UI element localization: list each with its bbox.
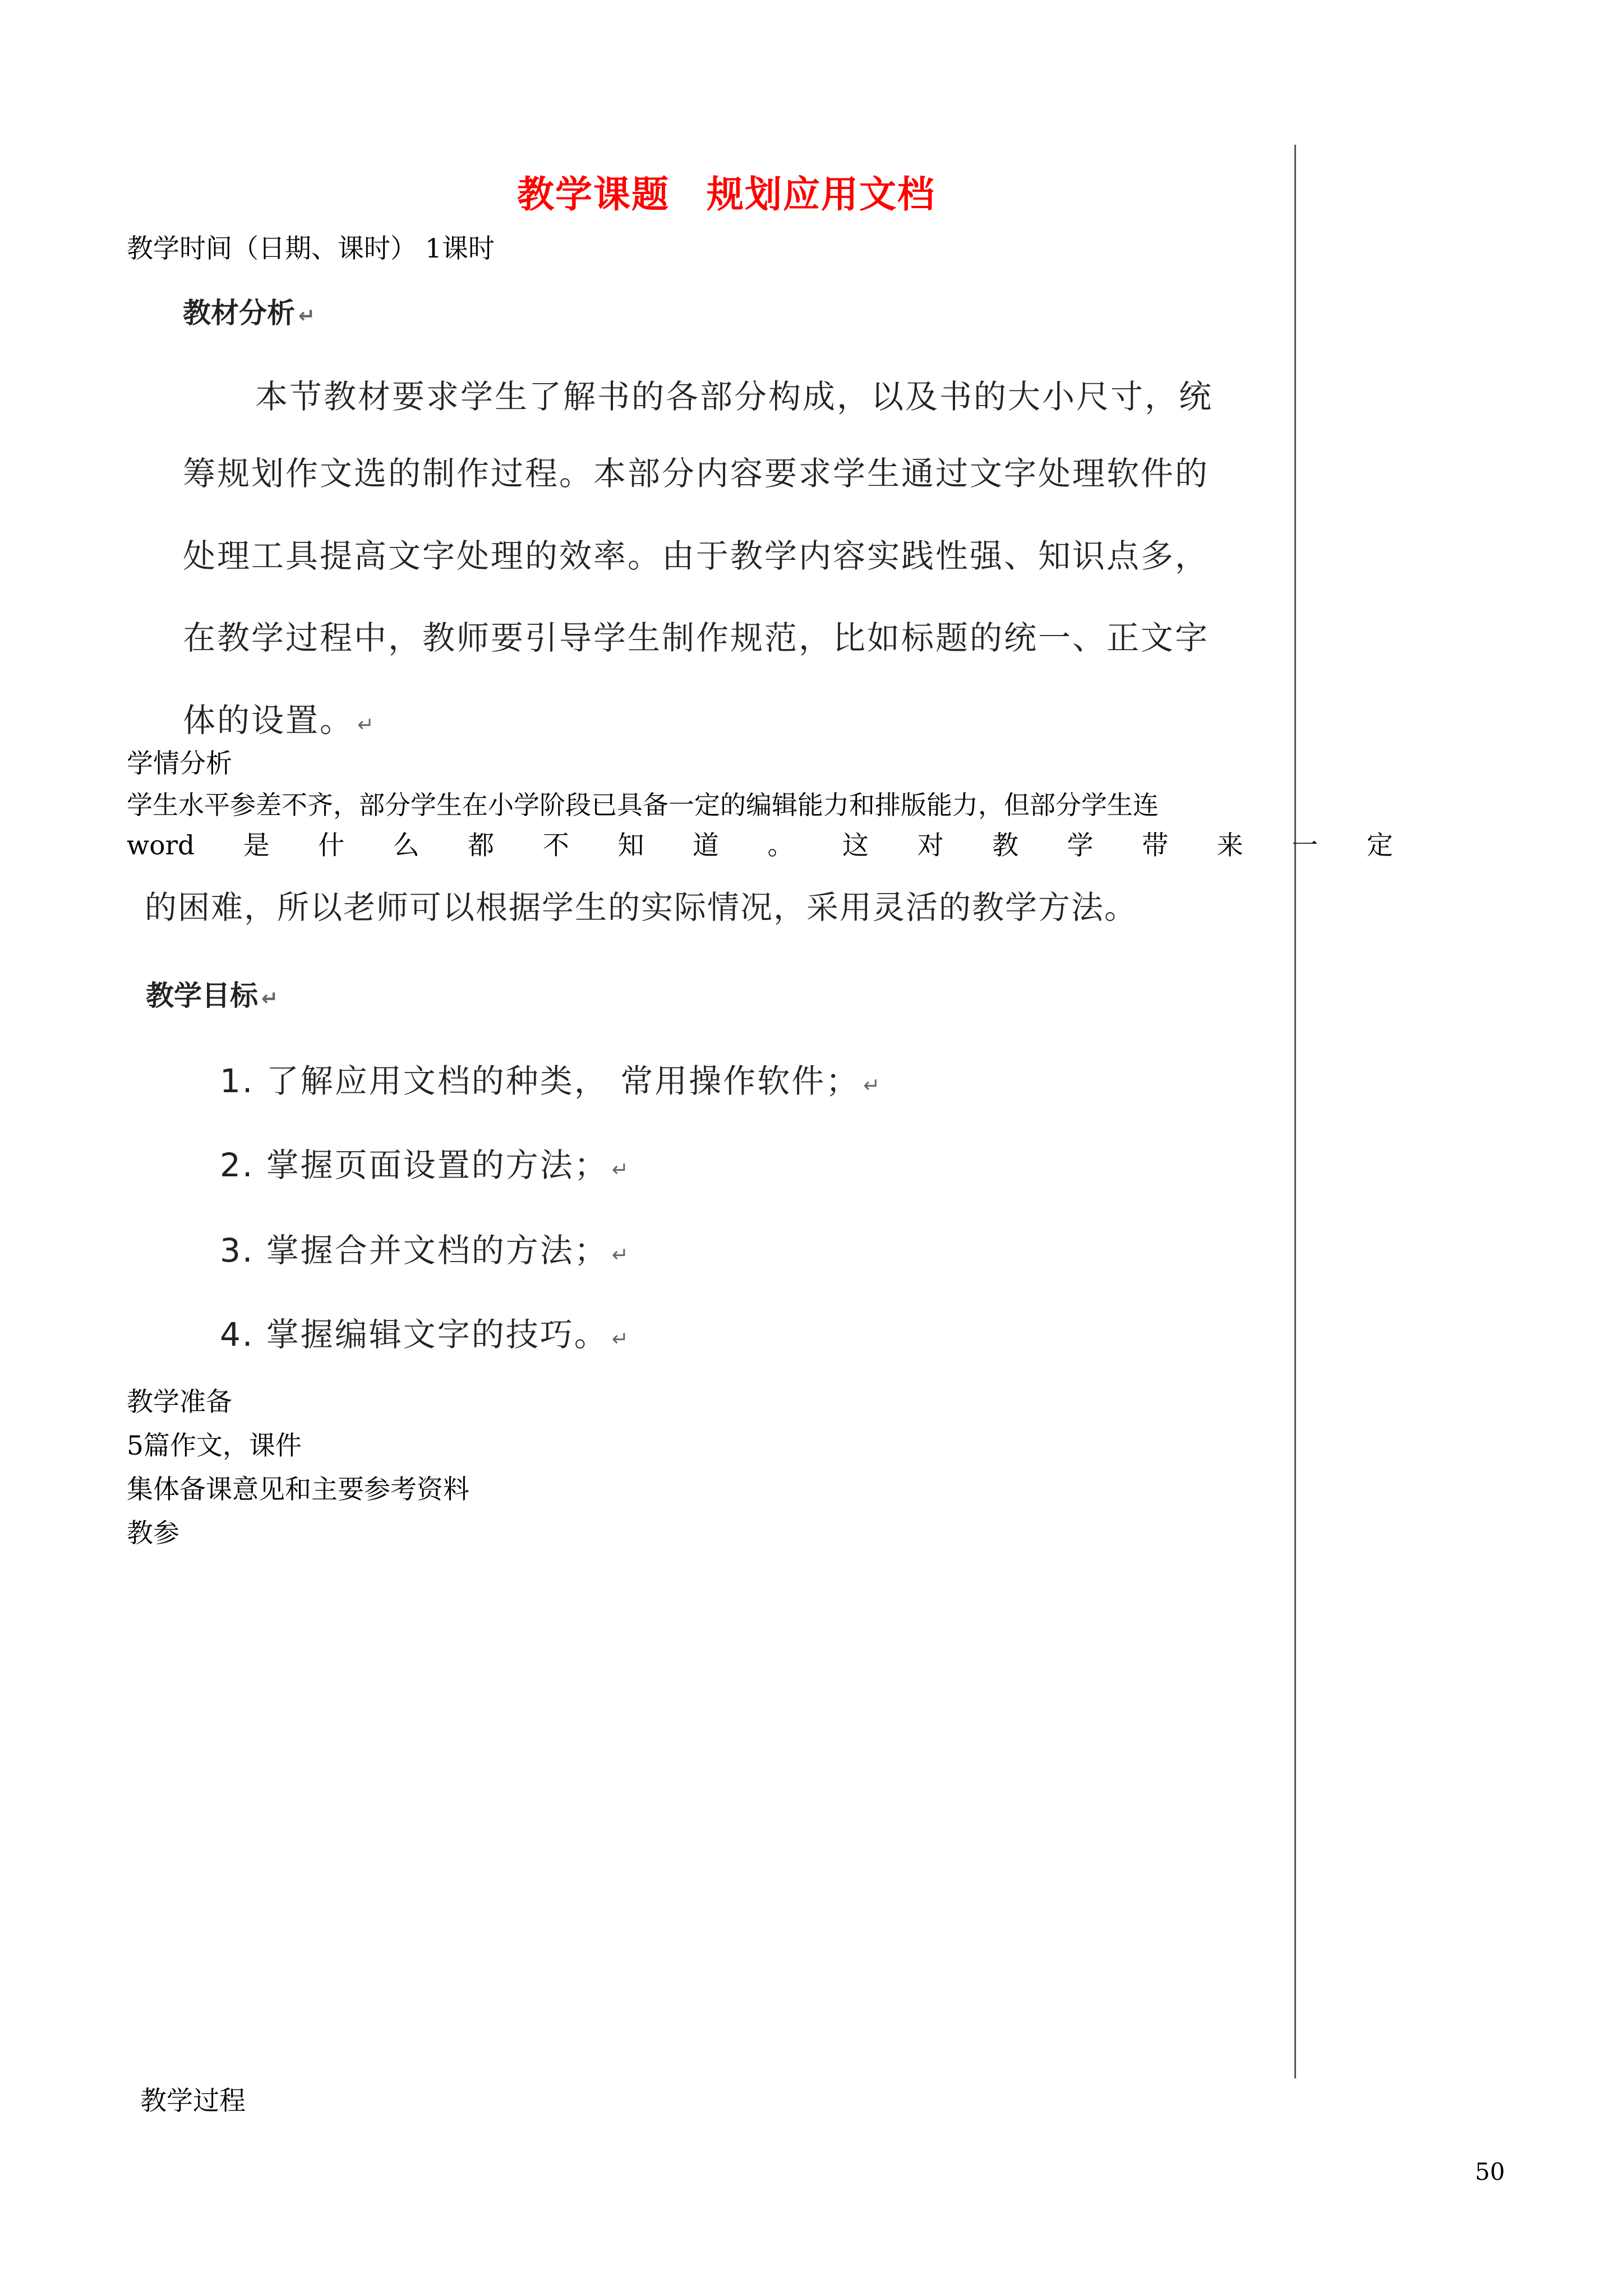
- return-mark-icon: ↵: [611, 1244, 630, 1267]
- student-line-3: 的困难，所以老师可以根据学生的实际情况，采用灵活的教学方法。: [145, 889, 1137, 926]
- material-line-3: 处理工具提高文字处理的效率。由于教学内容实践性强、知识点多，: [183, 537, 1210, 575]
- prep-text: 5篇作文，课件: [127, 1430, 302, 1461]
- reference-text: 教参: [127, 1518, 179, 1549]
- page-number: 50: [1475, 2158, 1505, 2185]
- material-line-2: 筹规划作文选的制作过程。本部分内容要求学生通过文字处理软件的: [183, 454, 1210, 493]
- material-line-4: 在教学过程中，教师要引导学生制作规范，比如标题的统一、正文字: [183, 619, 1210, 657]
- student-line-2: word 是 什 么 都 不 知 道 。 这 对 教 学 带 来 一 定: [127, 830, 1393, 861]
- title-topic: 规划应用文档: [707, 172, 935, 216]
- return-mark-icon: ↵: [261, 987, 279, 1010]
- goals-heading: 教学目标 ↵: [146, 979, 279, 1012]
- return-mark-icon: ↵: [357, 714, 376, 737]
- return-mark-icon: ↵: [611, 1328, 630, 1351]
- material-line-5: 体的设置。 ↵: [183, 701, 376, 739]
- return-mark-icon: ↵: [863, 1074, 882, 1097]
- vertical-rule: [1294, 145, 1296, 2078]
- goal-item-1: 1. 了解应用文档的种类， 常用操作软件； ↵: [220, 1062, 882, 1100]
- process-heading: 教学过程: [140, 2086, 246, 2116]
- student-heading: 学情分析: [127, 748, 232, 779]
- prep-heading: 教学准备: [127, 1387, 232, 1418]
- material-line-1: 本节教材要求学生了解书的各部分构成，以及书的大小尺寸，统: [255, 378, 1214, 416]
- material-heading: 教材分析 ↵: [183, 297, 316, 329]
- return-mark-icon: ↵: [611, 1158, 630, 1181]
- teaching-time: 教学时间（日期、课时） 1课时: [127, 233, 495, 264]
- goal-item-4: 4. 掌握编辑文字的技巧。 ↵: [220, 1315, 630, 1354]
- student-line-1: 学生水平参差不齐，部分学生在小学阶段已具备一定的编辑能力和排版能力，但部分学生连: [127, 790, 1159, 820]
- reference-heading: 集体备课意见和主要参考资料: [127, 1474, 469, 1505]
- title-label: 教学课题: [517, 172, 670, 216]
- lesson-title: [0, 164, 1453, 218]
- goal-item-2: 2. 掌握页面设置的方法； ↵: [220, 1146, 630, 1184]
- goal-item-3: 3. 掌握合并文档的方法； ↵: [220, 1231, 630, 1269]
- return-mark-icon: ↵: [298, 305, 316, 328]
